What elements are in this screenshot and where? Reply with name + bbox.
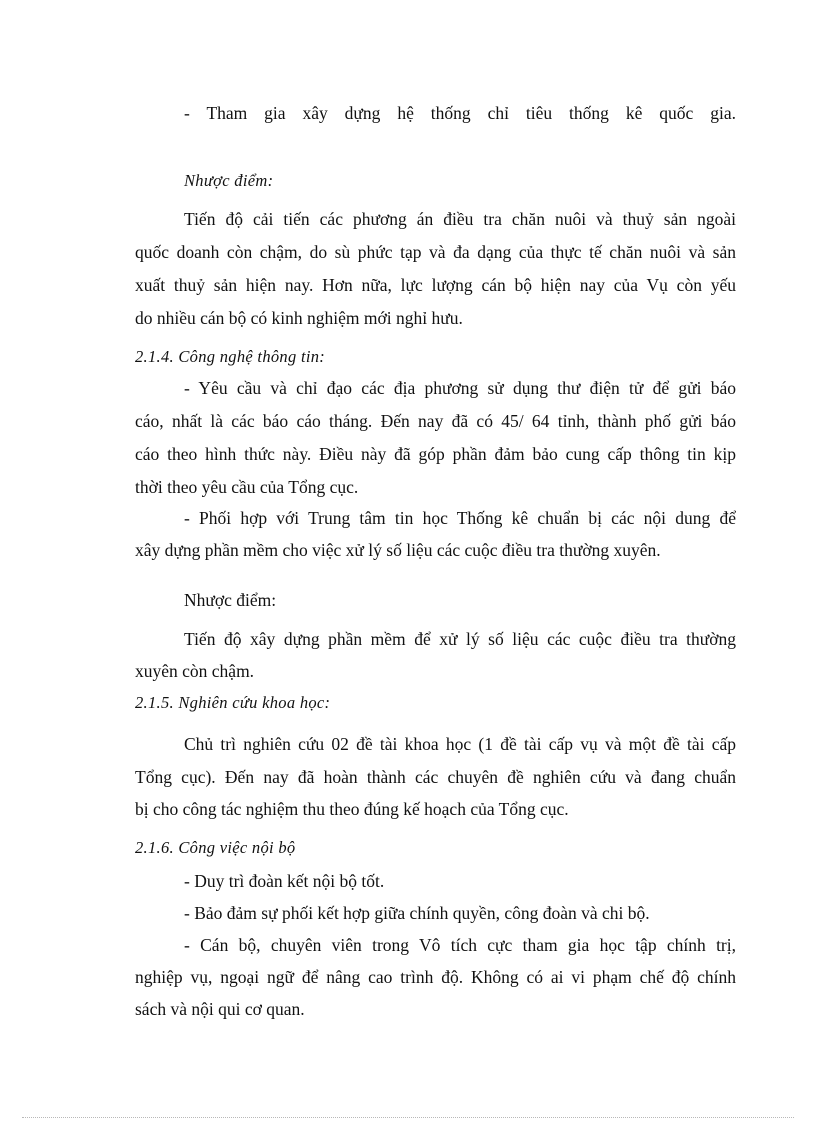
paragraph-line: - Yêu cầu và chỉ đạo các địa phương sử dụng thư điện tử để gửi báo <box>184 378 736 398</box>
section-heading-2-1-4: 2.1.4. Công nghệ thông tin: <box>135 347 326 366</box>
weakness-heading: Nhược điểm: <box>184 590 277 610</box>
paragraph-line: thời theo yêu cầu của Tổng cục. <box>135 477 359 497</box>
page-footer-divider <box>22 1117 794 1118</box>
paragraph-line: cáo theo hình thức này. Điều này đã góp phần đảm bảo cung cấp thông tin kịp <box>135 444 736 464</box>
paragraph-line: Tiến độ cải tiến các phương án điều tra chăn nuôi và thuỷ sản ngoài <box>184 209 736 229</box>
paragraph-line: quốc doanh còn chậm, do sù phức tạp và đa dạng của thực tế chăn nuôi và sản <box>135 242 736 262</box>
paragraph-line: xuất thuỷ sản hiện nay. Hơn nữa, lực lượng cán bộ hiện nay của Vụ còn yếu <box>135 275 736 295</box>
bullet-line: - Tham gia xây dựng hệ thống chỉ tiêu thống kê quốc gia. <box>184 103 736 123</box>
section-heading-2-1-6: 2.1.6. Công việc nội bộ <box>135 838 296 857</box>
paragraph-line: Tổng cục). Đến nay đã hoàn thành các chuyên đề nghiên cứu và đang chuẩn <box>135 767 736 787</box>
paragraph-line: cáo, nhất là các báo cáo tháng. Đến nay đã có 45/ 64 tỉnh, thành phố gửi báo <box>135 411 736 431</box>
section-heading-2-1-5: 2.1.5. Nghiên cứu khoa học: <box>135 693 331 712</box>
paragraph-line: bị cho công tác nghiệm thu theo đúng kế hoạch của Tổng cục. <box>135 799 569 819</box>
bullet-line: - Cán bộ, chuyên viên trong Vô tích cực tham gia học tập chính trị, <box>184 935 736 955</box>
weakness-heading: Nhược điểm: <box>184 171 274 190</box>
paragraph-line: Chủ trì nghiên cứu 02 đề tài khoa học (1 đề tài cấp vụ và một đề tài cấp <box>184 734 736 754</box>
bullet-line: - Duy trì đoàn kết nội bộ tốt. <box>184 871 385 891</box>
paragraph-line: xây dựng phần mềm cho việc xử lý số liệu các cuộc điều tra thường xuyên. <box>135 540 661 560</box>
paragraph-line: do nhiều cán bộ có kinh nghiệm mới nghỉ hưu. <box>135 308 463 328</box>
paragraph-line: xuyên còn chậm. <box>135 661 255 681</box>
paragraph-line: nghiệp vụ, ngoại ngữ để nâng cao trình độ. Không có ai vi phạm chế độ chính <box>135 967 736 987</box>
paragraph-line: Tiến độ xây dựng phần mềm để xử lý số liệu các cuộc điều tra thường <box>184 629 736 649</box>
bullet-line: - Bảo đảm sự phối kết hợp giữa chính quyền, công đoàn và chi bộ. <box>184 903 650 923</box>
paragraph-line: - Phối hợp với Trung tâm tin học Thống kê chuẩn bị các nội dung để <box>184 508 736 528</box>
paragraph-line: sách và nội qui cơ quan. <box>135 999 305 1019</box>
